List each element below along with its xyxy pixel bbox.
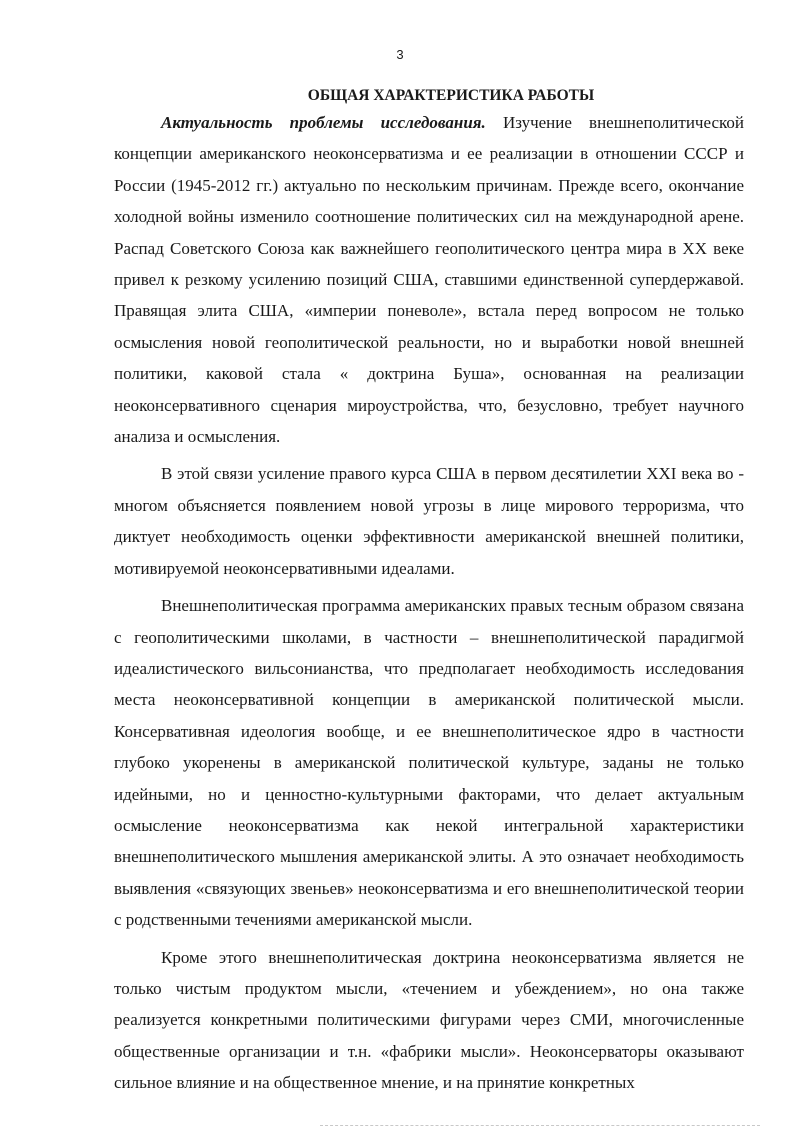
page-number: 3 — [396, 47, 404, 62]
paragraph-lead: Актуальность проблемы исследования. — [161, 113, 486, 132]
paragraph-text: Изучение внешнеполитической концепции американского неоконсерватизма и ее реализации в отношении СССР и России (1945-2012 гг.) актуально по нескольким причинам. Прежде всего, окончание холодной войны изменило соотношение политических сил на международной арене. Распад Советского Союза как важнейшего геополитического центра мира в XX веке привел к резкому усилению позиций США, ставшими единственной супердержавой. Правящая элита США, «империи поневоле», встала перед вопросом не только осмысления новой геополитической реальности, но и выработки новой внешней политики, каковой стала « доктрина Буша», основанная на реализации неоконсервативного сценария мироустройства, что, безусловно, требует научного анализа и осмысления. — [114, 113, 744, 447]
paragraph: Внешнеполитическая программа американских правых тесным образом связана с геополитическими школами, в частности – внешнеполитической парадигмой идеалистического вильсонианства, что предполагает необходимость исследования места неоконсервативной концепции в американской политической мысли. Консервативная идеология вообще, и ее внешнеполитическое ядро в частности глубоко укоренены в американской политической культуре, заданы не только идейными, но и ценностно-культурными факторами, что делает актуальным осмысление неоконсерватизма как некой интегральной характеристики внешнеполитического мышления американской элиты. А это означает необходимость выявления «связующих звеньев» неоконсерватизма и его внешнеполитической теории с родственными течениями американской мысли. — [114, 596, 744, 930]
paragraph — [114, 107, 744, 452]
paragraph: Кроме этого внешнеполитическая доктрина неоконсерватизма является не только чистым продуктом мысли, «течением и убеждением», но она также реализуется конкретными политическими фигурами через СМИ, многочисленные общественные организации и т.н. «фабрики мысли». Неоконсерваторы оказывают сильное влияние и на общественное мнение, и на принятие конкретных — [114, 947, 744, 1093]
section-heading: ОБЩАЯ ХАРАКТЕРИСТИКА РАБОТЫ — [307, 87, 595, 104]
body-text — [114, 107, 744, 1099]
paragraph: В этой связи усиление правого курса США в первом десятилетии XXI века во - многом объясняется появлением новой угрозы в лице мирового терроризма, что диктует необходимость оценки эффективности американской внешней политики, мотивируемой неоконсервативными идеалами. — [114, 464, 744, 578]
footer-rule — [320, 1125, 760, 1127]
